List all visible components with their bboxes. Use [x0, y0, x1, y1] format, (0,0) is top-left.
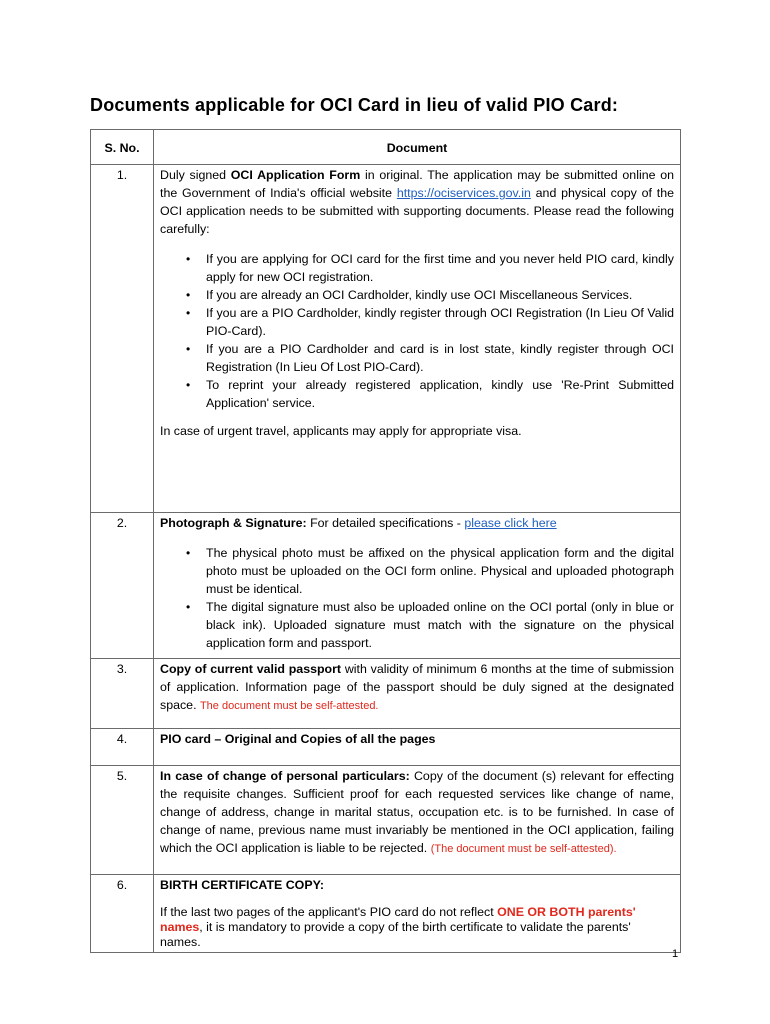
row1-footer: In case of urgent travel, applicants may apply for appropriate visa. [160, 424, 522, 438]
text: Duly signed [160, 168, 231, 182]
table-row [91, 513, 681, 659]
row-number: 6. [91, 875, 154, 953]
row-document [154, 659, 681, 729]
text: , it is mandatory to provide a copy of the birth certificate to validate the parents' names. [160, 920, 631, 949]
row-number: 5. [91, 766, 154, 875]
table-header-row [91, 130, 681, 165]
bold-text: OCI Application Form [230, 168, 361, 182]
row-number: 3. [91, 659, 154, 729]
table-row [91, 659, 681, 729]
row-document [154, 729, 681, 766]
table-row [91, 165, 681, 513]
text: in original. The application may be submitted online on the Government of India's official website [160, 168, 674, 200]
bold-text: In case of change of personal particulars: [160, 769, 410, 783]
row2-bullet-list [160, 544, 674, 652]
row-document [154, 875, 681, 953]
row-document [154, 766, 681, 875]
row2-intro [160, 514, 674, 532]
page-title: Documents applicable for OCI Card in lieu of valid PIO Card: [90, 95, 619, 115]
spacer [160, 893, 674, 905]
list-item: • If you are a PIO Cardholder, kindly register through OCI Registration (In Lieu Of Valid PIO-Card). [206, 304, 674, 340]
self-attested-note: (The document must be self-attested). [430, 843, 617, 855]
bold-text: Photograph & Signature: [160, 516, 307, 530]
birth-certificate-heading: BIRTH CERTIFICATE COPY: [160, 878, 325, 892]
list-item: • The physical photo must be affixed on the physical application form and the digital photo must be uploaded on the OCI form online. Physical and uploaded photograph must be identical. [206, 544, 674, 598]
page-number: 1 [672, 948, 679, 960]
bold-text: Copy of current valid passport [160, 662, 342, 676]
list-item: • To reprint your already registered application, kindly use 'Re-Print Submitted Application' service. [206, 376, 674, 412]
documents-table [90, 129, 681, 953]
row1-bullet-list [160, 250, 674, 412]
list-item: • The digital signature must also be uploaded online on the OCI portal (only in blue or black ink). Uploaded signature must match with the signature on the physical application form and passport. [206, 598, 674, 652]
header-sno: S. No. [91, 130, 154, 165]
bold-text: PIO card – Original and Copies of all the pages [160, 732, 436, 746]
text: If the last two pages of the applicant's PIO card do not reflect [160, 905, 498, 919]
table-row [91, 766, 681, 875]
row-document [154, 513, 681, 659]
text: with validity of minimum 6 months at the time of submission of application. Information page of the passport should be duly signed at the designated space. [160, 662, 674, 712]
text: For detailed specifications - [306, 516, 465, 530]
list-item: • If you are already an OCI Cardholder, kindly use OCI Miscellaneous Services. [206, 286, 674, 304]
list-item: • If you are a PIO Cardholder and card is in lost state, kindly register through OCI Registration (In Lieu Of Lost PIO-Card). [206, 340, 674, 376]
row1-intro [160, 166, 674, 238]
row6-body [160, 905, 674, 950]
header-document: Document [154, 130, 681, 165]
oci-website-link[interactable]: https://ociservices.gov.in [396, 186, 531, 200]
table-row [91, 729, 681, 766]
text: and physical copy of the OCI application needs to be submitted with supporting documents. Please read the following carefully: [160, 186, 674, 236]
row-document [154, 165, 681, 513]
parents-names-emphasis: ONE OR BOTH parents' names [160, 905, 636, 934]
row-number: 4. [91, 729, 154, 766]
list-item: • If you are applying for OCI card for the first time and you never held PIO card, kindly apply for new OCI registration. [206, 250, 674, 286]
table-row [91, 875, 681, 953]
row-number: 1. [91, 165, 154, 513]
specifications-link[interactable]: please click here [464, 516, 557, 530]
text: Copy of the document (s) relevant for effecting the requisite changes. Sufficient proof for each requested services like change of name, change of address, change in marital status, occupation etc. is to be furnished. In case of change of name, previous name must invariably be mentioned in the OCI application, failing which the OCI application is liable to be rejected. [160, 769, 674, 855]
row-number: 2. [91, 513, 154, 659]
self-attested-note: The document must be self-attested. [199, 700, 379, 712]
